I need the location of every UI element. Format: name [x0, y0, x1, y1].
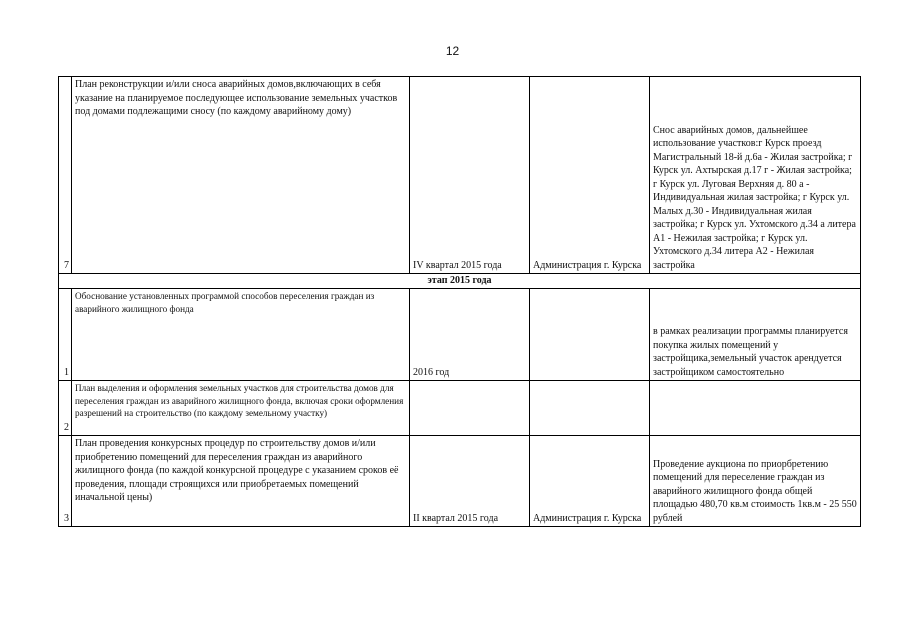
row-number: 1 — [59, 289, 72, 381]
page-number: 12 — [445, 44, 460, 58]
table-row — [59, 381, 861, 436]
row-date: IV квартал 2015 года — [410, 77, 530, 274]
table-row — [59, 289, 861, 381]
plan-table — [58, 76, 861, 527]
stage-header: этап 2015 года — [59, 274, 861, 289]
row-responsible — [530, 289, 650, 381]
row-date: II квартал 2015 года — [410, 436, 530, 527]
row-responsible: Администрация г. Курска — [530, 77, 650, 274]
row-description: План реконструкции и/или сноса аварийных домов,включающих в себя указание на планируемое последующее использование земельных участков под домами подлежащими сносу (по каждому аварийному дому) — [72, 77, 410, 274]
row-description: Обоснование установленных программой способов переселения граждан из аварийного жилищного фонда — [72, 289, 410, 381]
row-note — [650, 381, 861, 436]
row-description: План выделения и оформления земельных участков для строительства домов для переселения граждан из аварийного жилищного фонда, включая сроки оформления разрешений на строительство (по каждому земельному участку) — [72, 381, 410, 436]
table-row — [59, 436, 861, 527]
row-description: План проведения конкурсных процедур по строительству домов и/или приобретению помещений для переселения граждан из аварийного жилищного фонда (по каждой конкурсной процедуре с указанием сроков её проведения, площади строящихся или приобретаемых помещений иначальной цены) — [72, 436, 410, 527]
row-note: Проведение аукциона по приорбретению помещений для переселение граждан из аварийного жилищного фонда общей площадью 480,70 кв.м стоимость 1кв.м - 25 550 рублей — [650, 436, 861, 527]
stage-header-row — [59, 274, 861, 289]
row-responsible: Администрация г. Курска — [530, 436, 650, 527]
row-note: в рамках реализации программы планируется покупка жилых помещений у застройщика,земельный участок арендуется застройщиком самостоятельно — [650, 289, 861, 381]
row-number: 7 — [59, 77, 72, 274]
row-note: Снос аварийных домов, дальнейшее использование участков:г Курск проезд Магистральный 18-й д.6а - Жилая застройка; г Курск ул. Ахтырская д.17 г - Жилая застройка; г Курск ул. Луговая Верхняя д. 80 а - Индивидуальная жилая застройка; г Курск ул. Малых д.30 - Индивидуальная жилая застройка; г Курск ул. Ухтомского д.34 а литера А1 - Нежилая застройка; г Курск ул. Ухтомского д.34 литера А2 - Нежилая застройка — [650, 77, 861, 274]
row-date — [410, 381, 530, 436]
table-row — [59, 77, 861, 274]
row-date: 2016 год — [410, 289, 530, 381]
row-responsible — [530, 381, 650, 436]
row-number: 3 — [59, 436, 72, 527]
row-number: 2 — [59, 381, 72, 436]
